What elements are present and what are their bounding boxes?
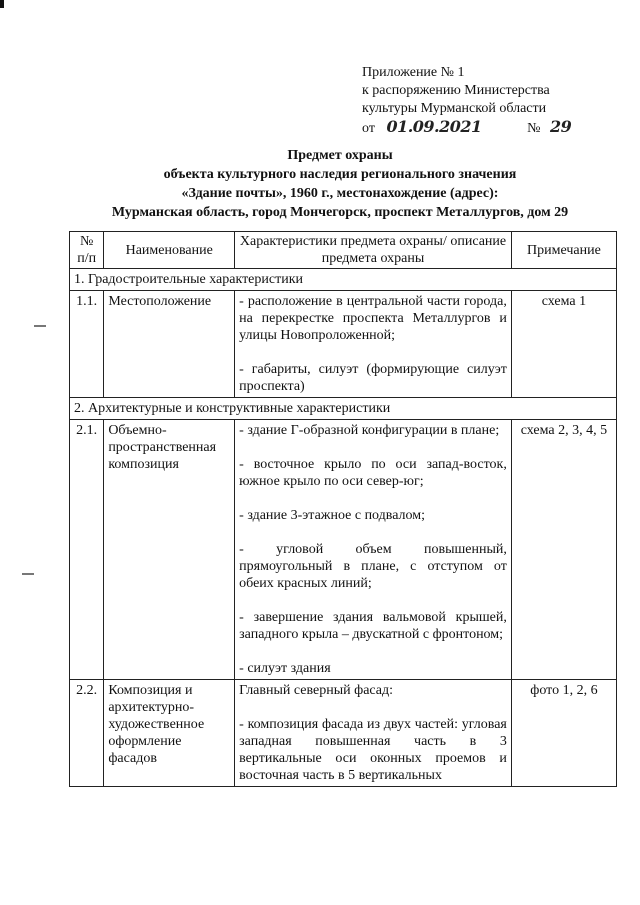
header-desc: Характеристики предмета охраны/ описание предмета охраны [235,232,512,269]
title-line-1: Предмет охраны [287,148,393,163]
desc-item: - силуэт здания [239,661,331,676]
annex-line-3: культуры Мурманской области [362,101,547,116]
row-desc [235,680,512,787]
title-line-4: Мурманская область, город Мончегорск, проспект Металлургов, дом 29 [111,205,569,220]
row-note: схема 2, 3, 4, 5 [511,420,616,680]
annex-line-1: Приложение № 1 [362,65,465,80]
row-desc [235,420,512,680]
scan-margin-mark [22,573,34,575]
section-title: 1. Градостроительные характеристики [70,269,617,291]
section-row [70,269,617,291]
desc-item: - композиция фасада из двух частей: угловая западная повышенная часть в 3 вертикальные оси оконных проемов и восточная часть в 5 вертикальных [239,717,507,783]
desc-item: - расположение в центральной части города, на перекрестке проспекта Металлургов и улицы Новопроложенной; [239,294,507,343]
table-row [70,680,617,787]
row-note: фото 1, 2, 6 [511,680,616,787]
annex-from-label: от [362,121,375,136]
header-num: № п/п [70,232,104,269]
document-title [60,146,620,222]
desc-item: Главный северный фасад: [239,683,394,698]
row-num: 1.1. [70,291,104,398]
desc-item: - завершение здания вальмовой крышей, западного крыла – двускатной с фронтоном; [239,610,507,642]
desc-item: - здание Г-образной конфигурации в плане; [239,423,500,438]
row-num: 2.2. [70,680,104,787]
row-note: схема 1 [511,291,616,398]
desc-item: - габариты, силуэт (формирующие силуэт проспекта) [239,362,507,394]
row-name: Местоположение [104,291,235,398]
annex-number: 29 [550,117,572,136]
annex-number-label: № [527,121,541,136]
title-line-3: «Здание почты», 1960 г., местонахождение (адрес): [181,186,499,201]
annex-header [362,64,571,138]
annex-date-line [362,118,571,138]
desc-item: - восточное крыло по оси запад-восток, южное крыло по оси север-юг; [239,457,507,489]
annex-line-2: к распоряжению Министерства [362,83,550,98]
section-row [70,398,617,420]
table-row [70,420,617,680]
scan-margin-mark [34,325,46,327]
header-note: Примечание [511,232,616,269]
header-name: Наименование [104,232,235,269]
title-line-2: объекта культурного наследия регионального значения [163,167,517,182]
desc-item: - здание 3-этажное с подвалом; [239,508,426,523]
protection-subject-table [69,231,617,787]
desc-item: - угловой объем повышенный, прямоугольный в плане, с отступом от обеих красных линий; [239,542,507,591]
scan-corner-mark [0,0,4,8]
row-name: Композиция и архитектурно-художественное оформление фасадов [104,680,235,787]
row-name: Объемно-пространственная композиция [104,420,235,680]
table-header-row [70,232,617,269]
section-title: 2. Архитектурные и конструктивные характеристики [70,398,617,420]
annex-date: 01.09.2021 [386,117,482,136]
table-row [70,291,617,398]
row-num: 2.1. [70,420,104,680]
row-desc [235,291,512,398]
